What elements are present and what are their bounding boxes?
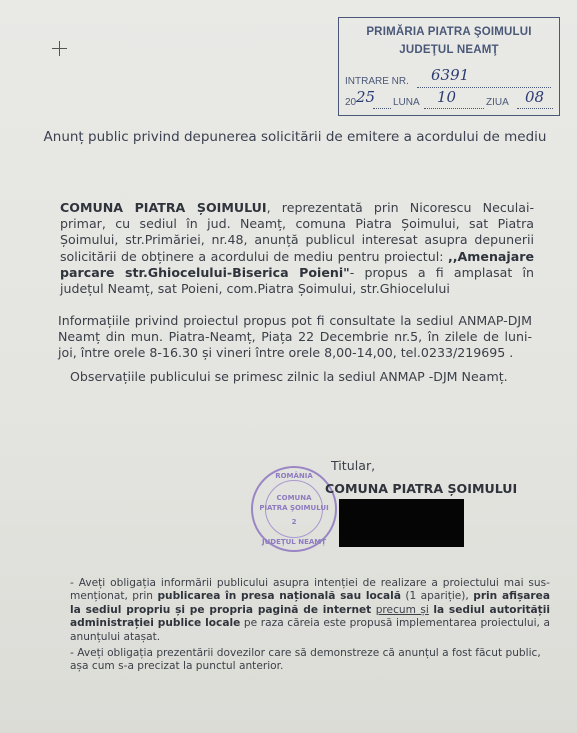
note-1-text: pe raza căreia este propusă implementarea proiectului, a anunțului atașat. (70, 617, 551, 643)
stamp-year-value: 25 (356, 88, 376, 106)
stamp-dots (373, 108, 391, 109)
paragraph-announcement-org: COMUNA PIATRA ȘOIMULUI (60, 200, 267, 215)
stamp-ziua-value: 08 (525, 88, 545, 106)
paragraph-information: Informațiile privind proiectul propus pot fi consultate la sediul ANMAP-DJM Neamț din mun. Piatra-Neamț, Piața 22 Decembrie nr.5, în zilele de luni-joi, între orele 8-16.30 și vineri între orele 8,00-14,00, tel.0233/219695 . (58, 313, 532, 361)
stamp-line-2: JUDEŢUL NEAMŢ (399, 44, 499, 56)
crosshair-cursor-icon (52, 41, 67, 56)
signature-label: Titular, (331, 458, 376, 473)
official-seal (251, 466, 337, 552)
stamp-ziua-label: ZIUA (486, 97, 509, 108)
note-1-text: - Aveți obligația informării publicului asupra intenției de realizare a proiectului mai sus-menționat, prin (70, 577, 550, 603)
stamp-dots (517, 108, 553, 109)
note-1-bold: la sediul autorității administrației publice locale (70, 603, 550, 630)
stamp-intrare-value: 6391 (431, 66, 470, 84)
seal-bottom-text: JUDEŢUL NEAMŢ (261, 538, 327, 546)
stamp-dots (424, 108, 484, 109)
document-title: Anunț public privind depunerea solicitării de emitere a acordului de mediu (43, 129, 547, 145)
signature-name: COMUNA PIATRA ȘOIMULUI (325, 481, 518, 496)
stamp-intrare-label: INTRARE NR. (345, 76, 409, 87)
paragraph-announcement (60, 200, 534, 297)
paragraph-announcement-text: , reprezentată prin Nicorescu Neculai-primar, cu sediul în jud. Neamț, comuna Piatra Șoimului, sat Piatra Șoimului, str.Primăriei, nr.48, anunță publicul interesat asupra depunerii solicitării de obținere a acordului de mediu pentru proiectul: (60, 200, 534, 264)
stamp-line-1: PRIMĂRIA PIATRA ŞOIMULUI (366, 26, 532, 38)
note-obligation-2: - Aveți obligația prezentării dovezilor care să demonstreze că anunțul a fost făcut public, așa cum s-a precizat la punctul anterior. (70, 647, 541, 673)
note-1-bold: prin afișarea la sediul propriu și pe propria pagină de internet (70, 590, 550, 616)
paragraph-announcement-end: - propus a fi amplasat în județul Neamț, sat Poieni, com.Piatra Șoimului, str.Ghiocelului (60, 264, 534, 297)
note-obligation-1 (70, 577, 550, 644)
note-1-text: (1 apariție), (400, 590, 474, 603)
seal-top-text: ROMÂNIA (275, 472, 313, 480)
stamp-luna-label: LUNA (393, 97, 420, 108)
redacted-signature-block (339, 499, 464, 547)
registration-stamp (338, 17, 560, 116)
seal-number: 2 (291, 518, 297, 526)
note-1-bold: publicarea în presa națională sau locală (157, 590, 401, 603)
note-1-underlined: precum și (375, 603, 429, 616)
paragraph-observations: Observațiile publicului se primesc zilnic la sediul ANMAP -DJM Neamț. (70, 369, 508, 384)
seal-center-text-2: PIATRA ŞOIMULUI (259, 504, 329, 512)
seal-center-text-1: COMUNA (276, 494, 312, 502)
stamp-year-prefix: 20 (345, 97, 357, 108)
stamp-luna-value: 10 (437, 88, 457, 106)
paragraph-announcement-project: ,,Amenajare parcare str.Ghiocelului-Biserica Poieni" (60, 248, 534, 280)
